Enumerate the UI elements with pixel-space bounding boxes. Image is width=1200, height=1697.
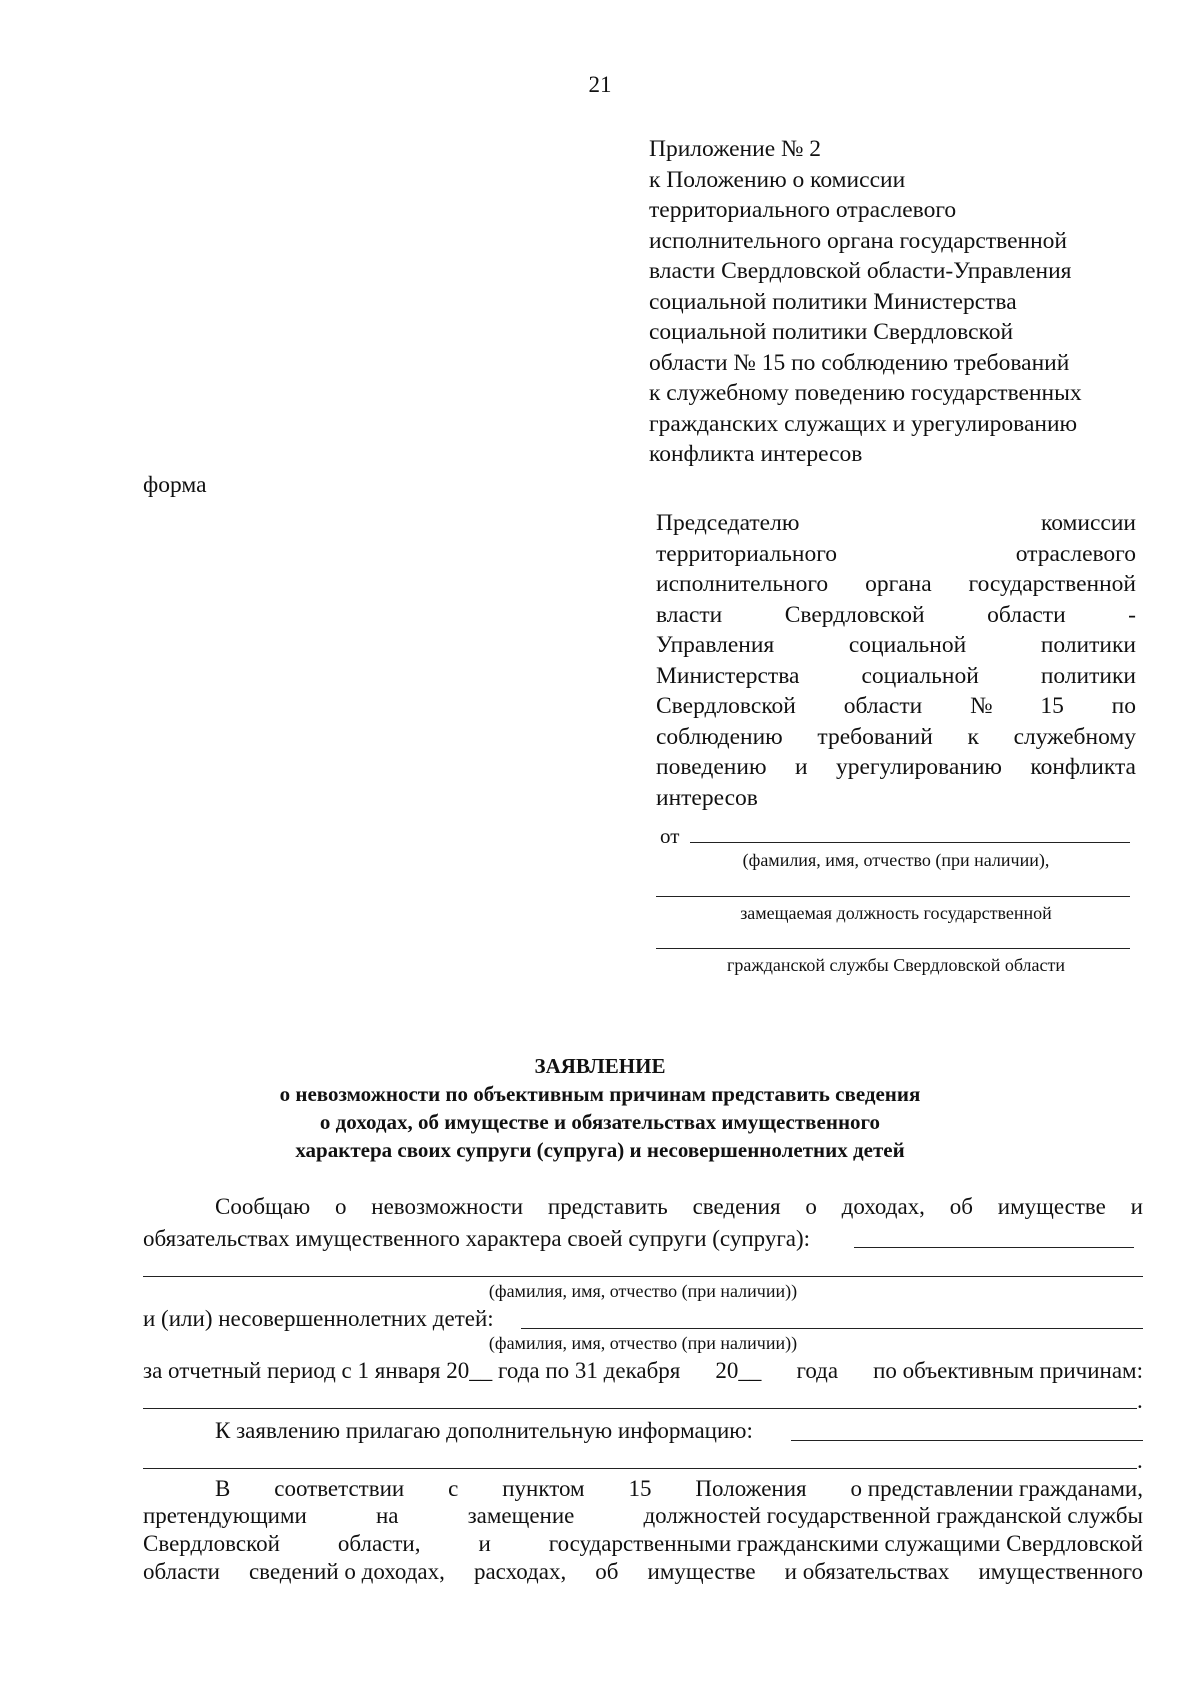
- paragraph-3-line-2: [143, 1503, 1143, 1529]
- paragraph-word: представить: [547, 1194, 668, 1219]
- addressee-line: [656, 539, 1136, 570]
- addressee-line: [656, 508, 1136, 539]
- addressee-word: комиссии: [1041, 510, 1136, 536]
- addressee-word: власти: [656, 601, 723, 628]
- addressee-line: [656, 569, 1136, 600]
- appendix-line: Приложение № 2: [649, 136, 822, 162]
- title-heading: ЗАЯВЛЕНИЕ: [534, 1054, 666, 1078]
- appendix-line: территориального отраслевого: [649, 197, 957, 223]
- addressee-word: политики: [1040, 632, 1136, 658]
- from-name-line[interactable]: [690, 842, 1130, 843]
- paragraph-word: Положения: [695, 1476, 807, 1501]
- addressee-line: [656, 722, 1136, 753]
- spouse-label: обязательствах имущественного характера своей супруги (супруга):: [143, 1226, 811, 1251]
- paragraph-word: на: [375, 1503, 399, 1528]
- paragraph-word: имущественного: [978, 1559, 1143, 1584]
- addressee-word: требований: [817, 723, 933, 750]
- addressee-word: исполнительного: [656, 571, 829, 597]
- paragraph-word: имуществе: [647, 1559, 756, 1584]
- paragraph-word: пунктом: [502, 1476, 585, 1501]
- addressee-word: области: [987, 601, 1066, 628]
- reasons-end: .: [1137, 1388, 1143, 1413]
- paragraph-word: доходах,: [841, 1194, 925, 1219]
- period-segment: за отчетный период с 1 января 20__ года по 31 декабря: [143, 1358, 681, 1383]
- period-segment: года: [796, 1358, 839, 1383]
- paragraph-word: сведения: [692, 1194, 781, 1219]
- addressee-word: органа: [865, 571, 932, 597]
- addressee-word: Свердловской: [784, 601, 925, 628]
- addressee-word: №: [970, 693, 993, 719]
- period-segment: 20__: [715, 1358, 762, 1383]
- paragraph-word: Свердловской: [143, 1531, 280, 1556]
- paragraph-word: соответствии: [274, 1476, 405, 1501]
- addressee-word: Министерства: [656, 662, 800, 689]
- paragraph-3-line-4: [143, 1559, 1143, 1585]
- reporting-period-line: [143, 1358, 1143, 1384]
- paragraph-word: области,: [337, 1531, 421, 1556]
- paragraph-word: об: [949, 1194, 973, 1219]
- addressee-word: и: [794, 754, 808, 780]
- paragraph-word: о: [805, 1194, 817, 1219]
- addressee-word: интересов: [656, 784, 758, 811]
- addressee-line: [656, 783, 1136, 814]
- paragraph-word: и обязательствах: [784, 1559, 950, 1584]
- appendix-header: [649, 134, 1149, 470]
- attachment-label: К заявлению прилагаю дополнительную информацию:: [215, 1418, 753, 1443]
- paragraph-word: расходах,: [473, 1559, 567, 1584]
- appendix-line: социальной политики Министерства: [649, 288, 1017, 315]
- from-caption-position: замещаемая должность государственной: [740, 903, 1052, 923]
- addressee-word: конфликта: [1030, 754, 1136, 780]
- addressee-word: к: [967, 723, 979, 750]
- addressee-word: 15: [1040, 693, 1064, 719]
- addressee-line: [656, 600, 1136, 631]
- appendix-line: социальной политики Свердловской: [649, 319, 1014, 345]
- addressee-word: социальной: [861, 662, 979, 689]
- addressee-line: [656, 630, 1136, 661]
- paragraph-word: с: [448, 1476, 459, 1501]
- addressee-block: [656, 508, 1136, 813]
- children-label: и (или) несовершеннолетних детей:: [143, 1306, 494, 1331]
- paragraph-word: об: [595, 1559, 619, 1584]
- title-line: о невозможности по объективным причинам представить сведения: [279, 1082, 921, 1106]
- from-label: от: [660, 824, 680, 848]
- addressee-word: Управления: [656, 632, 775, 658]
- form-label: форма: [143, 472, 207, 498]
- attachment-end: .: [1137, 1448, 1143, 1473]
- page-number: 21: [588, 72, 612, 97]
- reasons-line[interactable]: [143, 1408, 1137, 1409]
- appendix-line: власти Свердловской области-Управления: [649, 258, 1072, 284]
- addressee-word: государственной: [968, 571, 1136, 597]
- document-title: [0, 1052, 1200, 1164]
- paragraph-word: о представлении гражданами,: [850, 1476, 1143, 1501]
- paragraph-word: имуществе: [997, 1194, 1106, 1219]
- addressee-word: Председателю: [656, 510, 800, 536]
- paragraph-word: замещение: [467, 1503, 575, 1528]
- appendix-line: области № 15 по соблюдению требований: [649, 349, 1070, 376]
- paragraph-word: о: [334, 1194, 347, 1219]
- paragraph-1-line-2: [143, 1226, 810, 1252]
- title-line: характера своих супруги (супруга) и несовершеннолетних детей: [295, 1138, 905, 1162]
- addressee-word: территориального: [656, 540, 838, 567]
- attachment-line-2[interactable]: [143, 1468, 1137, 1469]
- paragraph-word: сведений о доходах,: [248, 1559, 445, 1584]
- spouse-name-line-2[interactable]: [143, 1276, 1143, 1277]
- appendix-line: конфликта интересов: [649, 441, 863, 467]
- paragraph-word: и: [1130, 1194, 1143, 1219]
- title-line: о доходах, об имуществе и обязательствах имущественного: [319, 1110, 881, 1134]
- paragraph-word: 15: [628, 1476, 652, 1501]
- from-caption-service: гражданской службы Свердловской области: [726, 955, 1066, 975]
- addressee-word: по: [1111, 693, 1136, 719]
- period-segment: по объективным причинам:: [873, 1358, 1143, 1383]
- addressee-word: области: [843, 693, 923, 719]
- paragraph-word: и: [478, 1531, 491, 1556]
- paragraph-3-line-3: [143, 1531, 1143, 1557]
- paragraph-word: должностей государственной гражданской службы: [643, 1503, 1143, 1528]
- attachment-line-1[interactable]: [791, 1440, 1143, 1441]
- addressee-word: -: [1128, 601, 1136, 628]
- addressee-word: урегулированию: [835, 754, 1002, 780]
- children-name-line[interactable]: [521, 1328, 1143, 1329]
- addressee-line: [656, 661, 1136, 692]
- paragraph-word: В: [215, 1476, 231, 1501]
- addressee-word: Свердловской: [656, 693, 796, 719]
- addressee-word: отраслевого: [1015, 540, 1136, 567]
- paragraph-word: невозможности: [371, 1194, 524, 1219]
- addressee-word: служебному: [1013, 723, 1136, 750]
- appendix-line: исполнительного органа государственной: [649, 227, 1067, 254]
- addressee-word: поведению: [656, 754, 767, 780]
- from-position-line[interactable]: [656, 896, 1130, 897]
- children-caption: (фамилия, имя, отчество (при наличии)): [488, 1333, 798, 1353]
- paragraph-3-line-1: [215, 1476, 1143, 1502]
- from-caption-name: (фамилия, имя, отчество (при наличии),: [742, 850, 1050, 870]
- appendix-line: к служебному поведению государственных: [649, 380, 1082, 406]
- paragraph-1-line-1: [215, 1194, 1143, 1220]
- appendix-line: гражданских служащих и урегулированию: [649, 410, 1078, 437]
- addressee-word: соблюдению: [656, 723, 783, 750]
- addressee-line: [656, 752, 1136, 783]
- addressee-line: [656, 691, 1136, 722]
- addressee-word: политики: [1040, 662, 1136, 689]
- addressee-word: социальной: [848, 632, 967, 658]
- paragraph-word: государственными гражданскими служащими Свердловской: [548, 1531, 1143, 1556]
- paragraph-word: претендующими: [143, 1503, 307, 1528]
- appendix-line: к Положению о комиссии: [649, 166, 906, 193]
- paragraph-word: области: [143, 1559, 220, 1584]
- from-service-line[interactable]: [656, 948, 1130, 949]
- paragraph-word: Сообщаю: [215, 1194, 311, 1219]
- spouse-name-line-1[interactable]: [854, 1247, 1134, 1248]
- spouse-caption: (фамилия, имя, отчество (при наличии)): [488, 1281, 798, 1301]
